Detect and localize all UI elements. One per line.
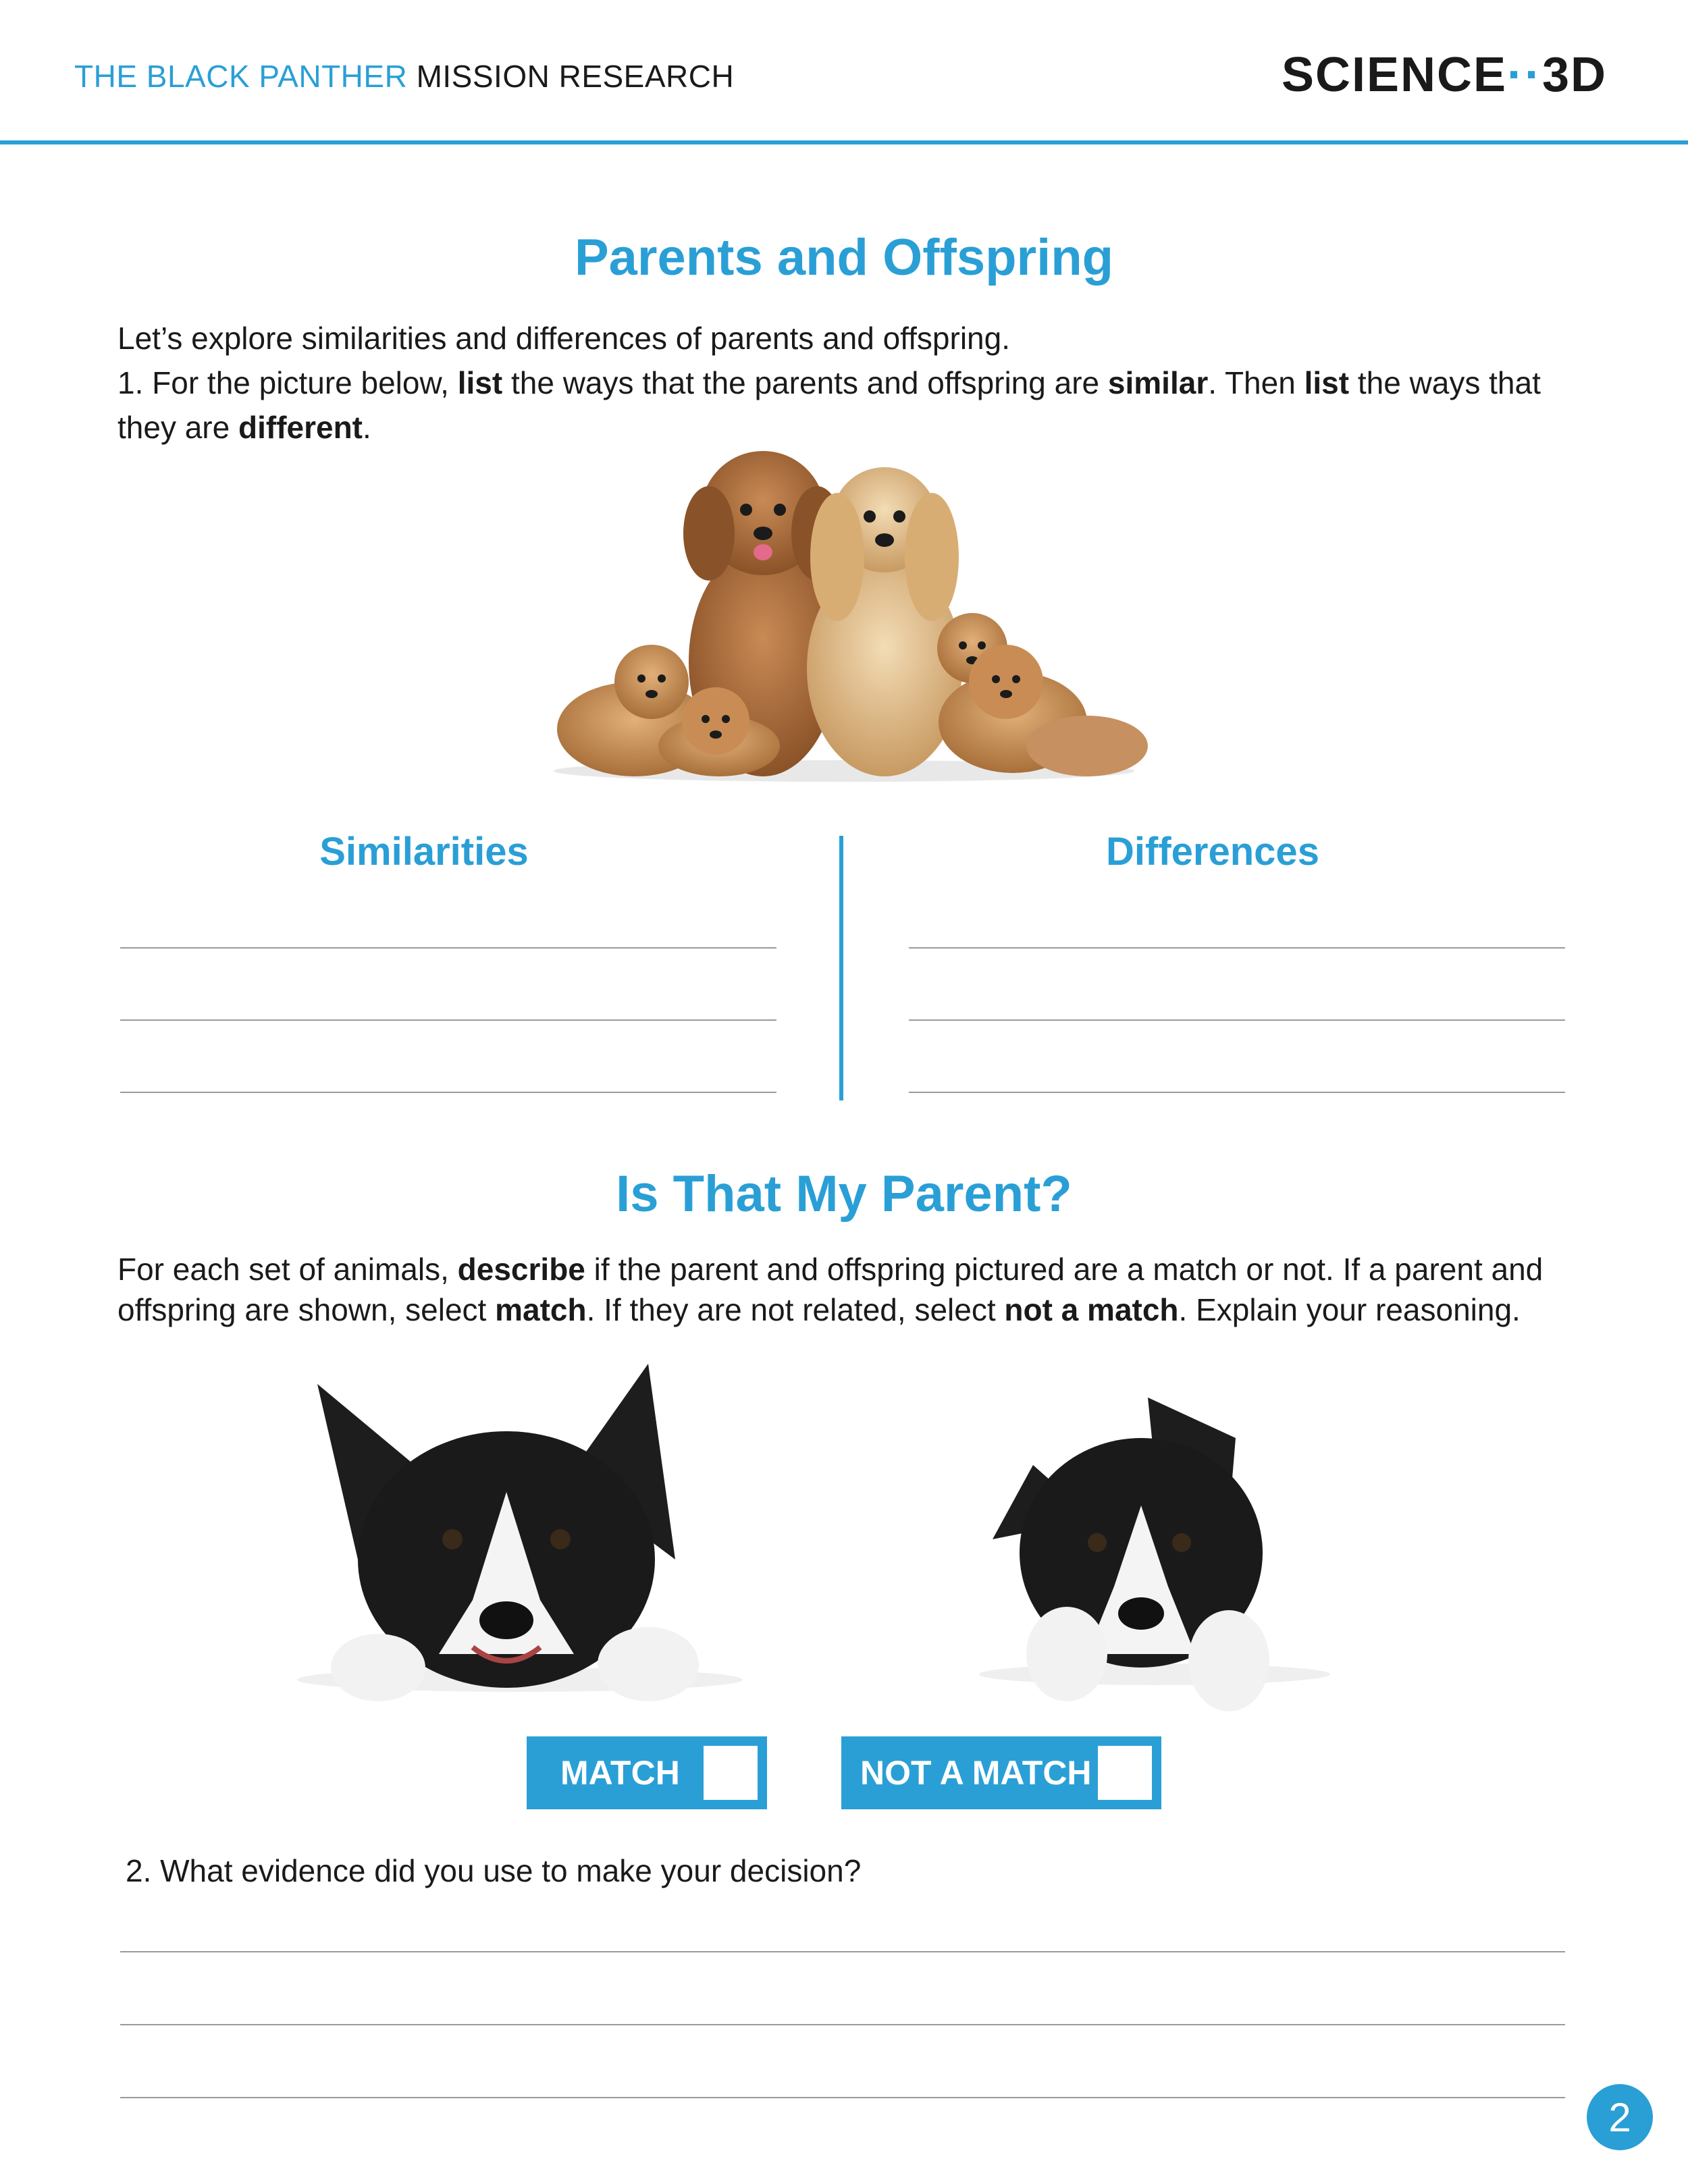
similarities-line-2[interactable] bbox=[120, 1019, 776, 1021]
match-option[interactable] bbox=[527, 1736, 767, 1809]
differences-line-1[interactable] bbox=[909, 947, 1565, 949]
header-title-blue: THE BLACK PANTHER bbox=[74, 59, 408, 94]
not-a-match-option[interactable] bbox=[841, 1736, 1161, 1809]
match-checkbox[interactable] bbox=[704, 1746, 758, 1800]
answer-line-2[interactable] bbox=[120, 2024, 1565, 2025]
intro-text: Let’s explore similarities and differences of parents and offspring. bbox=[117, 321, 1010, 356]
instruction-1: 1. For the picture below, list the ways that the parents and offspring are similar. Then list the ways that they are different. bbox=[117, 365, 1541, 445]
section1-intro bbox=[117, 316, 1549, 450]
differences-line-3[interactable] bbox=[909, 1092, 1565, 1093]
similarities-line-1[interactable] bbox=[120, 947, 776, 949]
puppy-dog-image bbox=[966, 1384, 1344, 1749]
section2-heading: Is That My Parent? bbox=[616, 1165, 1072, 1223]
dog-family-image bbox=[540, 439, 1148, 783]
question-2: 2. What evidence did you use to make your decision? bbox=[126, 1853, 862, 1888]
similarities-title: Similarities bbox=[319, 830, 529, 874]
match-label: MATCH bbox=[560, 1754, 680, 1792]
logo-dots: ·· bbox=[1507, 48, 1542, 102]
section2-instructions: For each set of animals, describe if the parent and offspring pictured are a match or not. If a parent and offspring are shown, select match. If they are not related, select not a match. Explain your reasoning. bbox=[117, 1252, 1544, 1327]
differences-title: Differences bbox=[1106, 830, 1319, 874]
logo-text-left: SCIENCE bbox=[1281, 48, 1507, 102]
header-divider bbox=[0, 140, 1688, 144]
column-divider bbox=[839, 836, 843, 1100]
adult-dog-image bbox=[270, 1357, 770, 1722]
page-number-badge: 2 bbox=[1587, 2084, 1653, 2150]
header-title bbox=[74, 58, 734, 95]
science3d-logo bbox=[1282, 47, 1607, 103]
header-title-dark: MISSION RESEARCH bbox=[416, 59, 735, 94]
not-a-match-checkbox[interactable] bbox=[1098, 1746, 1152, 1800]
similarities-line-3[interactable] bbox=[120, 1092, 776, 1093]
logo-text-right: 3D bbox=[1541, 48, 1607, 102]
answer-line-3[interactable] bbox=[120, 2097, 1565, 2098]
section1-heading: Parents and Offspring bbox=[574, 229, 1114, 286]
answer-line-1[interactable] bbox=[120, 1951, 1565, 1952]
differences-line-2[interactable] bbox=[909, 1019, 1565, 1021]
not-a-match-label: NOT A MATCH bbox=[860, 1754, 1092, 1792]
